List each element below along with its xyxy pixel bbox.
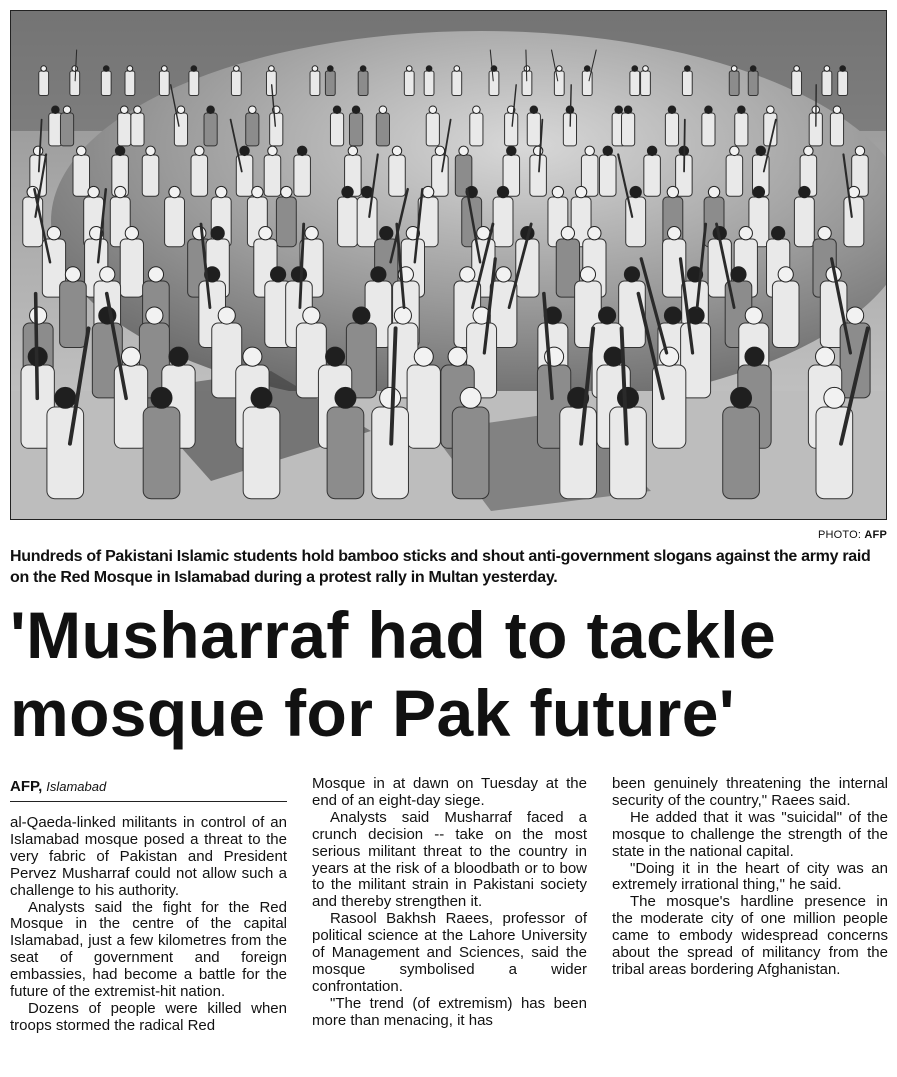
protester-head [380, 387, 401, 408]
protester-head [392, 146, 401, 155]
protester-body [189, 71, 199, 96]
protester-body [60, 113, 73, 146]
protester-head [88, 186, 99, 197]
protester-head [162, 66, 168, 72]
protester-body [23, 197, 43, 247]
protester-head [507, 146, 516, 155]
protester-body [622, 113, 635, 146]
protester-head [371, 267, 386, 282]
paragraph: Rasool Bakhsh Raees, professor of political science at the Lahore University of Management and Sciences, said the mosque symbolised a wider confrontation. [312, 910, 587, 995]
protester-body [142, 155, 159, 196]
protester-head [477, 227, 490, 240]
protester-body [682, 71, 692, 96]
protester-body [844, 197, 864, 247]
protester-body [101, 71, 111, 96]
protester-head [731, 267, 746, 282]
protester-body [702, 113, 715, 146]
protester-head [745, 347, 764, 366]
protester-head [643, 66, 649, 72]
protester-head [530, 106, 538, 114]
bamboo-stick [36, 294, 38, 399]
protester-head [379, 106, 387, 114]
protester-head [146, 307, 163, 324]
paragraph: "Doing it in the heart of city was an extremely irrational thing," he said. [612, 859, 888, 894]
protester-head [750, 66, 756, 72]
protester-head [753, 186, 764, 197]
headline-line-2: mosque for Pak future' [10, 676, 735, 750]
protester-head [251, 387, 272, 408]
protester-head [406, 66, 412, 72]
photo-credit [818, 529, 887, 541]
protester-head [47, 227, 60, 240]
protester-head [615, 106, 623, 114]
protester-head [855, 146, 864, 155]
headline [10, 596, 890, 752]
protester-head [335, 387, 356, 408]
protester-body [165, 197, 185, 247]
protester-body [407, 365, 440, 448]
protester-body [630, 71, 640, 96]
protester-body [310, 71, 320, 96]
protester-head [55, 387, 76, 408]
protester-body [389, 155, 406, 196]
protester-body [120, 239, 143, 297]
protester-body [610, 407, 647, 499]
protester-body [599, 155, 616, 196]
protester-body [426, 113, 439, 146]
headline-line-1: 'Musharraf had to tackle [10, 598, 777, 672]
bamboo-stick [684, 120, 685, 172]
protester-head [794, 66, 800, 72]
protester-head [191, 66, 197, 72]
protester-head [833, 106, 841, 114]
protester-head [52, 106, 60, 114]
protester-body [452, 407, 489, 499]
protester-head [328, 66, 334, 72]
protester-body [143, 407, 180, 499]
protester-head [41, 66, 47, 72]
paragraph: "The trend (of extremism) has been more than menacing, it has [312, 994, 587, 1029]
protester-head [632, 66, 638, 72]
protester-head [685, 66, 691, 72]
protester-head [617, 387, 638, 408]
protester-head [604, 347, 623, 366]
protester-head [103, 66, 109, 72]
paragraph: Analysts said Musharraf faced a crunch decision -- take on the most serious militant threat to the country in years at the risk of a bloodbath or to bow to the militant strain in Pakistani society and thereby strengthen it. [312, 808, 587, 911]
protester-body [723, 407, 760, 499]
protester-head [177, 106, 185, 114]
protester-head [65, 267, 80, 282]
protester-body [357, 197, 377, 247]
paragraph: Dozens of people were killed when troops stormed the radical Red [10, 999, 287, 1034]
protester-body [644, 155, 661, 196]
protester-head [556, 66, 562, 72]
protester-head [448, 347, 467, 366]
article-column-1 [10, 815, 287, 1035]
protester-head [818, 227, 831, 240]
protester-body [358, 71, 368, 96]
protester-body [432, 155, 449, 196]
protester-head [121, 347, 140, 366]
protester-head [585, 146, 594, 155]
protester-body [231, 71, 241, 96]
paragraph: Mosque in at dawn on Tuesday at the end of an eight-day siege. [312, 775, 587, 809]
protester-head [243, 347, 262, 366]
protester-body [530, 155, 547, 196]
protester-head [599, 307, 616, 324]
protester-body [60, 281, 87, 348]
protester-body [748, 71, 758, 96]
protester-body [243, 407, 280, 499]
protester-head [772, 227, 785, 240]
protester-head [561, 227, 574, 240]
protester-head [668, 106, 676, 114]
protester-head [708, 186, 719, 197]
protester-body [114, 365, 147, 448]
protester-head [426, 66, 432, 72]
protester-body [772, 281, 799, 348]
protester-head [115, 186, 126, 197]
protester-head [249, 106, 257, 114]
protester-head [305, 227, 318, 240]
protester-body [47, 407, 84, 499]
protester-head [240, 146, 249, 155]
protester-body [665, 113, 678, 146]
protester-head [342, 186, 353, 197]
byline-agency: AFP, [10, 778, 43, 795]
protester-head [624, 267, 639, 282]
protester-head [127, 66, 133, 72]
protester-head [588, 227, 601, 240]
protester-body [118, 113, 131, 146]
protester-head [352, 106, 360, 114]
protester-head [745, 307, 762, 324]
protester-head [460, 387, 481, 408]
byline-place: Islamabad [46, 779, 107, 794]
protester-head [125, 227, 138, 240]
protester-head [297, 146, 306, 155]
protester-head [146, 146, 155, 155]
protester-head [584, 66, 590, 72]
protester-head [731, 66, 737, 72]
protester-body [424, 71, 434, 96]
protester-body [204, 113, 217, 146]
protester-head [731, 387, 752, 408]
protester-body [404, 71, 414, 96]
protester-head [77, 146, 86, 155]
protester-head [269, 66, 275, 72]
protester-body [131, 113, 144, 146]
protester-body [554, 71, 564, 96]
protester-head [422, 186, 433, 197]
protester-head [33, 146, 42, 155]
protester-head [30, 307, 47, 324]
protester-head [624, 106, 632, 114]
protester-head [799, 186, 810, 197]
protester-head [353, 307, 370, 324]
protester-head [552, 186, 563, 197]
protester-head [739, 227, 752, 240]
protester-body [489, 71, 499, 96]
paragraph: been genuinely threatening the internal security of the country," Raees said. [612, 775, 888, 809]
protester-body [452, 71, 462, 96]
protester-body [338, 197, 358, 247]
protester-head [705, 106, 713, 114]
protester-head [824, 66, 830, 72]
protester-head [730, 146, 739, 155]
protester-head [333, 106, 341, 114]
protester-head [767, 106, 775, 114]
protester-body [830, 113, 843, 146]
protester-head [348, 146, 357, 155]
protester-body [325, 71, 335, 96]
protester-head [647, 146, 656, 155]
protester-body [70, 71, 80, 96]
photo-credit-prefix: PHOTO: [817, 529, 862, 541]
protester-head [121, 106, 129, 114]
protester-body [726, 155, 743, 196]
protester-head [847, 307, 864, 324]
protester-body [349, 113, 362, 146]
protester-head [459, 146, 468, 155]
protester-body [276, 197, 296, 247]
article-column-3 [612, 776, 888, 979]
protester-head [326, 347, 345, 366]
paragraph: Analysts said the fight for the Red Mosque in the centre of the capital Islamabad, just a few kilometres from the seat of government and foreign embassies, had become a battle for the future of the extremist-hit nation. [10, 898, 287, 1001]
protester-head [824, 387, 845, 408]
protester-head [778, 267, 793, 282]
photo-caption: Hundreds of Pakistani Islamic students hold bamboo sticks and shout anti-government slogans against the army raid on the Red Mosque in Islamabad during a protest rally in Multan yesterday. [10, 548, 871, 586]
protester-head [533, 146, 542, 155]
protester-body [73, 155, 90, 196]
protester-head [134, 106, 142, 114]
protester-body [792, 71, 802, 96]
protester-head [575, 186, 586, 197]
protester-body [641, 71, 651, 96]
protester-body [191, 155, 208, 196]
article-column-2 [312, 776, 587, 1030]
photo-credit-agency: AFP [864, 529, 887, 541]
protester-head [667, 186, 678, 197]
protester-body [493, 197, 513, 247]
protester-head [100, 267, 115, 282]
paragraph: He added that it was "suicidal" of the mosque to challenge the strength of the state in the national capital. [612, 808, 888, 860]
protest-crowd-photo [11, 11, 887, 520]
protester-head [816, 347, 835, 366]
protester-head [312, 66, 318, 72]
protester-head [169, 347, 188, 366]
protester-body [174, 113, 187, 146]
protester-head [207, 106, 215, 114]
protester-head [291, 267, 306, 282]
protester-body [822, 71, 832, 96]
protester-head [414, 347, 433, 366]
protester-head [195, 146, 204, 155]
protester-head [454, 66, 460, 72]
protester-head [380, 227, 393, 240]
protester-head [72, 66, 78, 72]
protester-body [838, 71, 848, 96]
protester-head [169, 186, 180, 197]
protester-body [266, 71, 276, 96]
protester-head [660, 347, 679, 366]
paragraph: The mosque's hardline presence in the moderate city of one million people came to embody widespread concerns about the spread of militancy from the tribal areas bordering Afghanistan. [612, 893, 888, 978]
protester-head [270, 267, 285, 282]
protester-body [327, 407, 364, 499]
protester-body [794, 197, 814, 247]
protester-head [216, 186, 227, 197]
protester-body [294, 155, 311, 196]
protester-head [664, 307, 681, 324]
protester-head [580, 267, 595, 282]
protester-head [804, 146, 813, 155]
protester-body [560, 407, 597, 499]
protester-body [159, 71, 169, 96]
protester-body [246, 113, 259, 146]
protester-head [148, 267, 163, 282]
protester-head [218, 307, 235, 324]
protester-head [435, 146, 444, 155]
protester-head [429, 106, 437, 114]
protester-body [330, 113, 343, 146]
protester-head [63, 106, 71, 114]
protester-body [49, 113, 62, 146]
protester-head [603, 146, 612, 155]
protester-body [376, 113, 389, 146]
protester-body [270, 113, 283, 146]
protester-head [668, 227, 681, 240]
protester-head [496, 267, 511, 282]
protester-body [735, 113, 748, 146]
protester-head [151, 387, 172, 408]
protester-body [527, 113, 540, 146]
protester-head [211, 227, 224, 240]
protester-head [259, 227, 272, 240]
protester-body [125, 71, 135, 96]
protester-head [303, 307, 320, 324]
protester-head [268, 146, 277, 155]
paragraph: al-Qaeda-linked militants in control of an Islamabad mosque posed a threat to the very fabric of Pakistan and President Pervez Musharraf could not allow such a challenge to his authority. [10, 814, 287, 899]
protester-head [115, 146, 124, 155]
protester-head [460, 267, 475, 282]
protester-head [497, 186, 508, 197]
protester-head [394, 307, 411, 324]
protester-head [234, 66, 240, 72]
protester-head [252, 186, 263, 197]
protester-head [473, 106, 481, 114]
protester-body [39, 71, 49, 96]
protester-head [193, 227, 206, 240]
protester-head [360, 66, 366, 72]
protester-body [729, 71, 739, 96]
protester-body [505, 113, 518, 146]
protester-head [756, 146, 765, 155]
protester-body [264, 155, 281, 196]
protester-head [630, 186, 641, 197]
protester-head [281, 186, 292, 197]
protester-head [840, 66, 846, 72]
protester-head [738, 106, 746, 114]
news-photo [10, 10, 887, 520]
protester-body [470, 113, 483, 146]
byline [10, 778, 287, 802]
